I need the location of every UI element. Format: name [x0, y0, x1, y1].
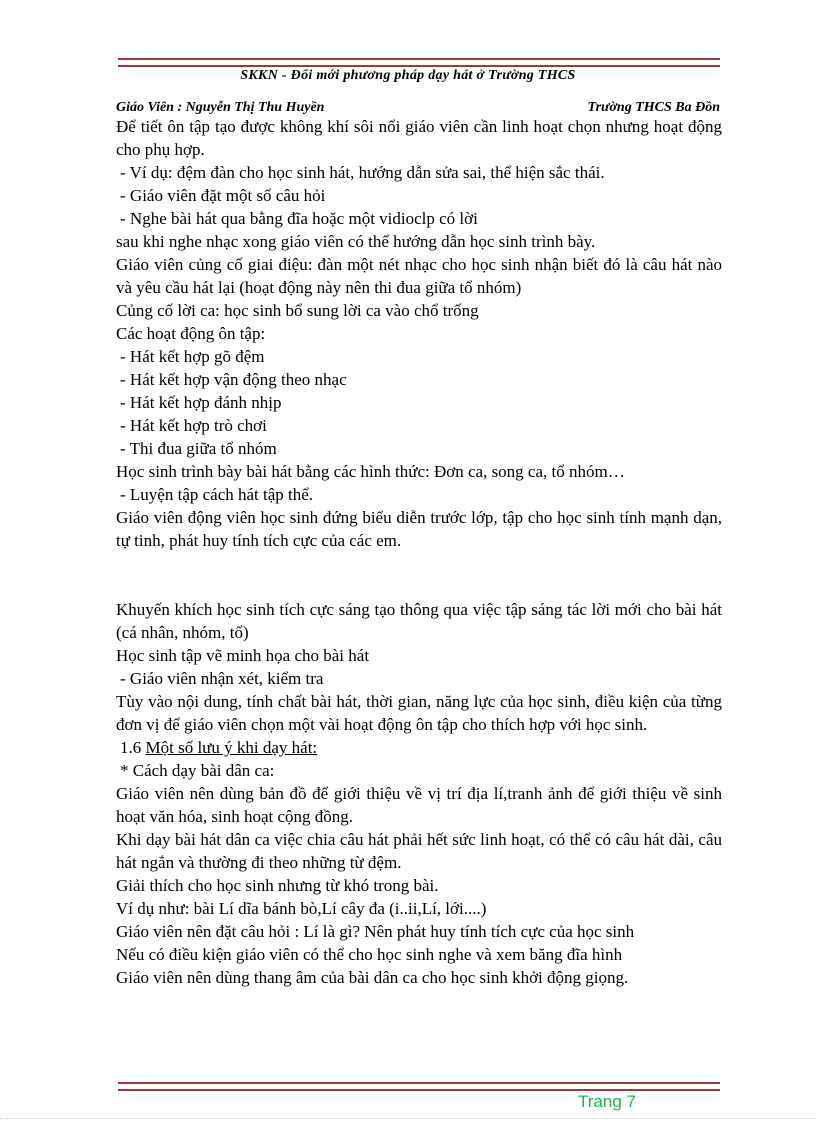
author-name: Giáo Viên : Nguyễn Thị Thu Huyền [116, 100, 325, 115]
paragraph: Khuyến khích học sinh tích cực sáng tạo thông qua việc tập sáng tác lời mới cho bài hát (cá nhân, nhóm, tổ) [116, 600, 722, 642]
paragraph: Nếu có điều kiện giáo viên có thể cho học sinh nghe và xem băng đĩa hình [116, 945, 623, 964]
list-item: - Nghe bài hát qua bằng đĩa hoặc một vidioclp có lời [120, 209, 478, 228]
list-item: - Hát kết hợp đánh nhịp [120, 393, 282, 412]
paragraph: Giáo viên động viên học sinh đứng biểu diễn trước lớp, tập cho học sinh tính mạnh dạn, tự tinh, phát huy tính tích cực của các em. [116, 508, 722, 550]
school-name: Trường THCS Ba Đồn [587, 100, 720, 115]
list-item: - Giáo viên đặt một số câu hỏi [120, 186, 326, 205]
paragraph: Học sinh trình bày bài hát bằng các hình thức: Đơn ca, song ca, tổ nhóm… [116, 462, 625, 481]
paragraph: Ví dụ như: bài Lí dĩa bánh bò,Lí cây đa (i..ii,Lí, lới....) [116, 899, 487, 918]
list-item: - Ví dụ: đệm đàn cho học sinh hát, hướng dẫn sửa sai, thể hiện sắc thái. [120, 163, 605, 182]
list-item: - Giáo viên nhận xét, kiểm tra [120, 669, 324, 688]
section-heading [116, 736, 722, 759]
paragraph: Tùy vào nội dung, tính chất bài hát, thời gian, năng lực của học sinh, điều kiện của từng đơn vị để giáo viên chọn một vài hoạt động ôn tập cho thích hợp với học sinh. [116, 692, 722, 734]
paragraph: Giáo viên củng cố giai điệu: đàn một nét nhạc cho học sinh nhận biết đó là câu hát nào và yêu cầu hát lại (hoạt động này nên thi đua giữa tổ nhóm) [116, 255, 722, 297]
footer-rule [118, 1082, 720, 1091]
list-item: - Luyện tập cách hát tập thể. [120, 485, 314, 504]
page-number: Trang 7 [578, 1092, 636, 1111]
paragraph: Khi dạy bài hát dân ca việc chia câu hát phải hết sức linh hoạt, có thể có câu hát dài, câu hát ngắn và thường đi theo những từ đệm. [116, 830, 722, 872]
paragraph: Giáo viên nên dùng bản đồ để giới thiệu về vị trí địa lí,tranh ảnh để giới thiệu về sinh hoạt văn hóa, sinh hoạt cộng đồng. [116, 784, 722, 826]
running-title: SKKN - Đổi mới phương pháp dạy hát ở Trường THCS [240, 68, 576, 83]
list-item: - Hát kết hợp gõ đệm [120, 347, 265, 366]
subheading: * Cách dạy bài dân ca: [120, 761, 275, 780]
list-item: - Hát kết hợp vận động theo nhạc [120, 370, 347, 389]
paragraph: sau khi nghe nhạc xong giáo viên có thể hướng dẫn học sinh trình bày. [116, 232, 596, 251]
list-item: - Thi đua giữa tổ nhóm [120, 439, 277, 458]
paragraph: Học sinh tập vẽ minh họa cho bài hát [116, 646, 370, 665]
paragraph: Giáo viên nên dùng thang âm của bài dân ca cho học sinh khởi động giọng. [116, 968, 629, 987]
paragraph: Các hoạt động ôn tập: [116, 324, 266, 343]
section-title: Một số lưu ý khi dạy hát: [145, 738, 318, 757]
paragraph: Củng cố lời ca: học sinh bổ sung lời ca vào chổ trống [116, 301, 479, 320]
author-line [116, 100, 720, 116]
header-rule [118, 58, 720, 67]
spacer [116, 552, 722, 598]
page-edge [0, 1118, 816, 1120]
paragraph: Để tiết ôn tập tạo được không khí sôi nổi giáo viên cần linh hoạt chọn nhưng hoạt động cho phụ hợp. [116, 117, 722, 159]
paragraph: Giải thích cho học sinh nhưng từ khó trong bài. [116, 876, 439, 895]
list-item: - Hát kết hợp trò chơi [120, 416, 267, 435]
document-body [116, 115, 722, 989]
paragraph: Giáo viên nên đặt câu hỏi : Lí là gì? Nên phát huy tính tích cực của học sinh [116, 922, 635, 941]
section-number: 1.6 [120, 738, 142, 757]
